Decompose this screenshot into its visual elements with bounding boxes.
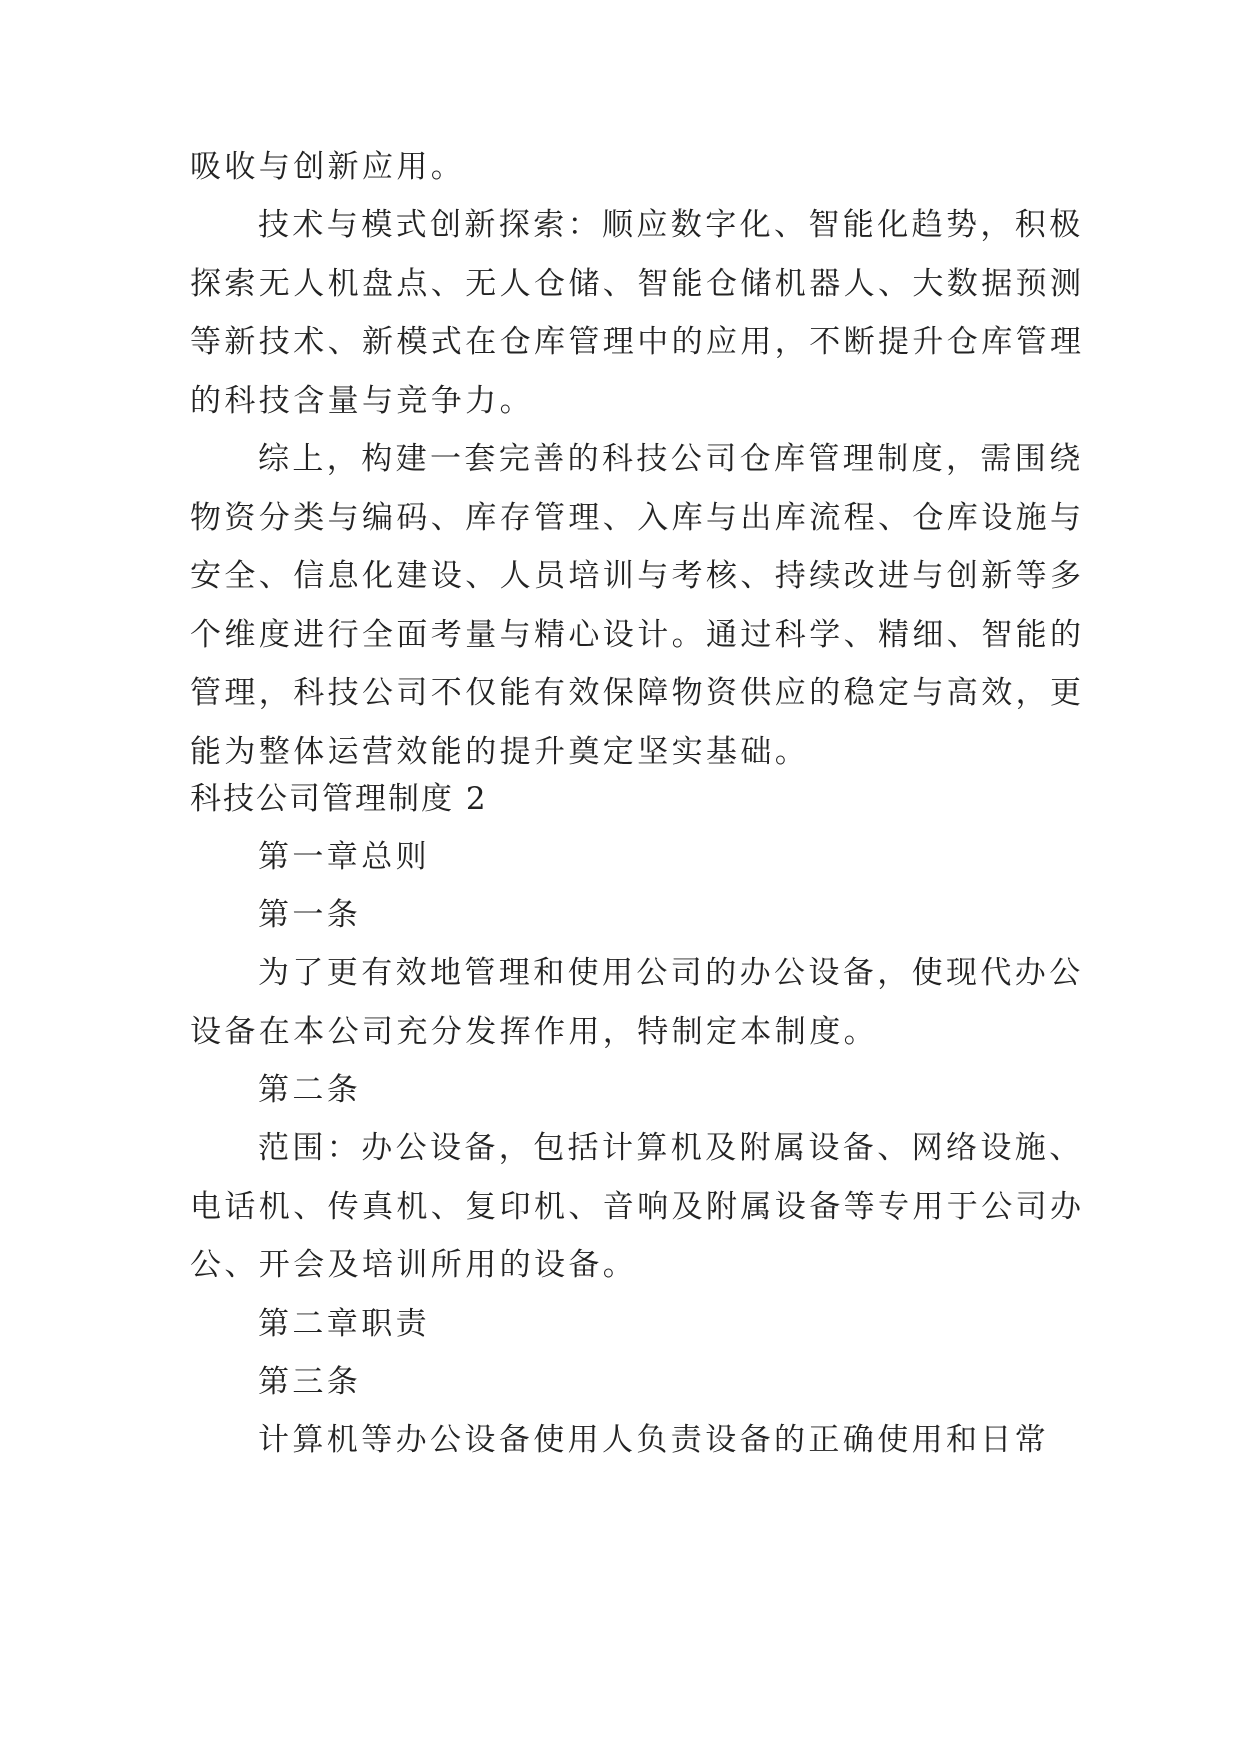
article-text: 范围：办公设备，包括计算机及附属设备、网络设施、电话机、传真机、复印机、音响及附属设备等专用于公司办公、开会及培训所用的设备。 [190, 1130, 1085, 1283]
article-heading: 第二条 [258, 1072, 362, 1108]
article-heading: 第一条 [258, 897, 362, 933]
article-heading: 第三条 [258, 1364, 362, 1400]
paragraph-continuation: 吸收与创新应用。 [190, 149, 466, 185]
paragraph-summary: 综上，构建一套完善的科技公司仓库管理制度，需围绕物资分类与编码、库存管理、入库与出库流程、仓库设施与安全、信息化建设、人员培训与考核、持续改进与创新等多个维度进行全面考量与精心设计。通过科学、精细、智能的管理，科技公司不仅能有效保障物资供应的稳定与高效，更能为整体运营效能的提升奠定坚实基础。 [190, 441, 1085, 770]
article-text: 为了更有效地管理和使用公司的办公设备，使现代办公设备在本公司充分发挥作用，特制定本制度。 [190, 955, 1084, 1050]
chapter-heading: 第一章总则 [258, 839, 430, 875]
section-title: 科技公司管理制度 2 [190, 781, 488, 817]
article-text: 计算机等办公设备使用人负责设备的正确使用和日常 [258, 1422, 1050, 1458]
chapter-heading: 第二章职责 [258, 1306, 430, 1342]
paragraph-tech-innovation: 技术与模式创新探索：顺应数字化、智能化趋势，积极探索无人机盘点、无人仓储、智能仓储机器人、大数据预测等新技术、新模式在仓库管理中的应用，不断提升仓库管理的科技含量与竞争力。 [190, 207, 1085, 419]
